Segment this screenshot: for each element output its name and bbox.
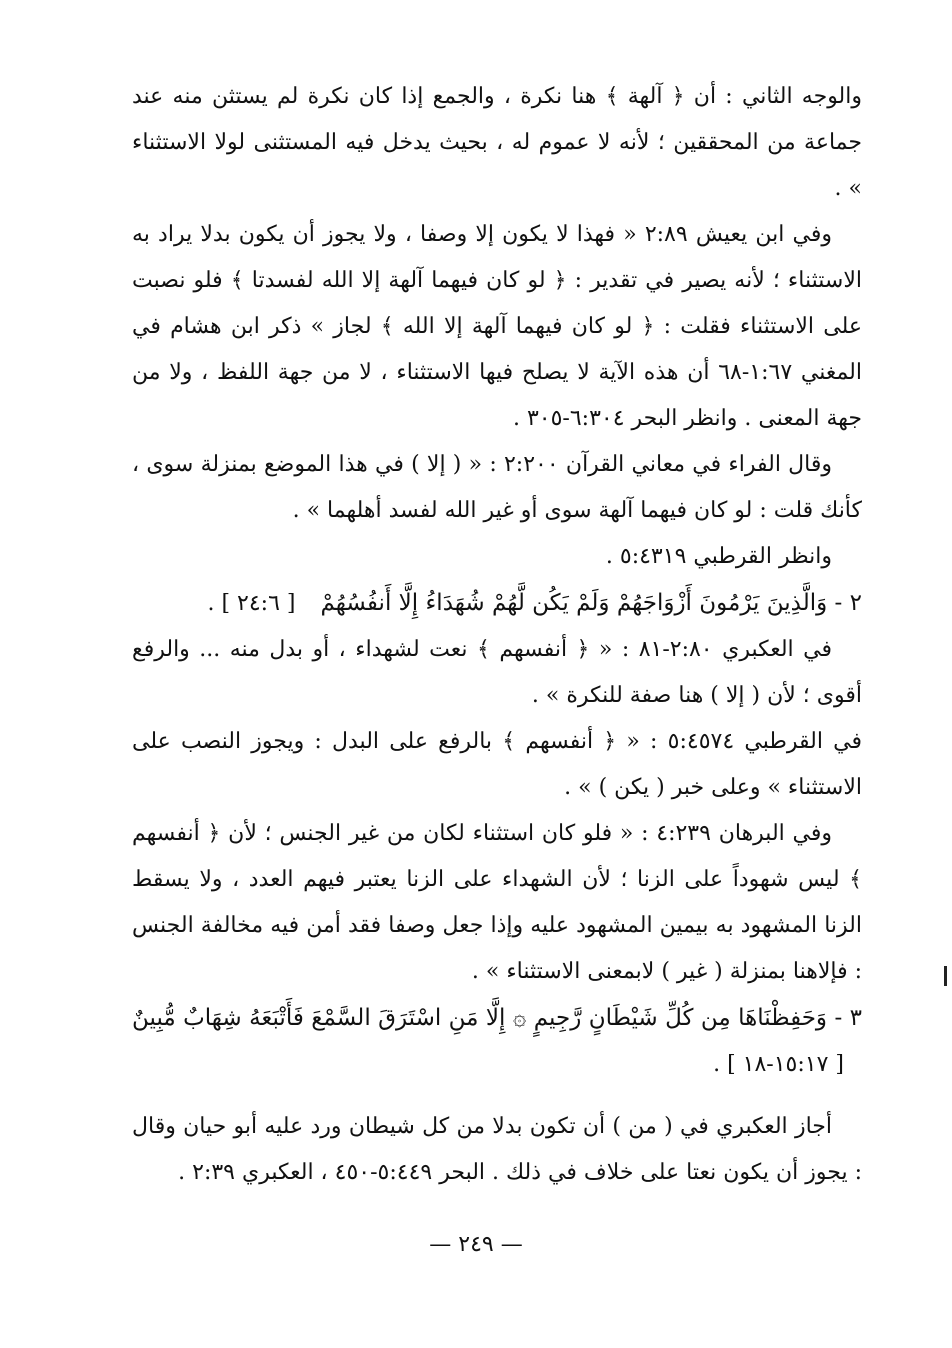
paragraph-8: أجاز العكبري في ( من ) أن تكون بدلا من كل شيطان ورد عليه أبو حيان وقال : يجوز أن يكون نعتا على خلاف في ذلك . البحر ٥:٤٤٩-٤٥٠ ، العكبري ٢:٣٩ . xyxy=(132,1114,862,1185)
paragraph-4: وانظر القرطبي ٥:٤٣١٩ . xyxy=(605,544,832,569)
verse-2-reference: [ ٢٤:٦ ] . xyxy=(207,591,296,616)
paragraph-6: في القرطبي ٥:٤٥٧٤ : « ﴿ أنفسهم ﴾ بالرفع على البدل : ويجوز النصب على الاستثناء » وعلى خبر ( يكن ) » . xyxy=(132,729,862,800)
paragraph-2: وفي ابن يعيش ٢:٨٩ « فهذا لا يكون إلا وصفا ، ولا يجوز أن يكون بدلا يراد به الاستثناء ؛ لأنه يصير في تقدير : ﴿ لو كان فيهما آلهة إلا الله لفسدتا ﴾ فلو نصبت على الاستثناء فقلت : ﴿ لو كان فيهما آلهة إلا الله ﴾ لجاز » ذكر ابن هشام في المغني ١:٦٧-٦٨ أن هذه الآية لا يصلح فيها الاستثناء ، لا من جهة اللفظ ، ولا من جهة المعنى . وانظر البحر ٦:٣٠٤-٣٠٥ . xyxy=(132,222,862,431)
page-body xyxy=(132,74,862,1196)
verse-3-reference: [ ١٥:١٧-١٨ ] . xyxy=(713,1052,844,1077)
page-number: — ٢٤٩ — xyxy=(429,1232,523,1257)
scan-mark xyxy=(944,966,947,986)
paragraph-7: وفي البرهان ٤:٢٣٩ : « فلو كان استثناء لكان من غير الجنس ؛ لأن ﴿ أنفسهم ﴾ ليس شهوداً على الزنا ؛ لأن الشهداء على الزنا يعتبر فيهم العدد ، ولا يسقط الزنا المشهود به بيمين المشهود عليه وإذا جعل وصفا فقد أمن فيه مخالفة الجنس : فإلاهنا بمنزلة ( غير ) لابمعنى الاستثناء » . xyxy=(132,821,862,984)
paragraph-1: والوجه الثاني : أن ﴿ آلهة ﴾ هنا نكرة ، والجمع إذا كان نكرة لم يستثن منه عند جماعة من المحققين ؛ لأنه لا عموم له ، بحيث يدخل فيه المستثنى لولا الاستثناء » . xyxy=(132,84,862,201)
paragraph-3: وقال الفراء في معاني القرآن ٢:٢٠٠ : « ( إلا ) في هذا الموضع بمنزلة سوى ، كأنك قلت : لو كان فيهما آلهة سوى أو غير الله لفسد أهلهما » . xyxy=(132,452,862,523)
verse-2 xyxy=(132,580,862,627)
verse-2-text: ٢ - وَالَّذِينَ يَرْمُونَ أَزْوَاجَهُمْ وَلَمْ يَكُن لَّهُمْ شُهَدَاءُ إِلَّا أَنفُسُهُمْ xyxy=(320,590,862,616)
verse-3-text: ٣ - وَحَفِظْنَاهَا مِن كُلِّ شَيْطَانٍ رَّجِيمٍ ۞ إِلَّا مَنِ اسْتَرَقَ السَّمْعَ فَأَتْبَعَهُ شِهَابٌ مُّبِينٌ xyxy=(132,1005,862,1031)
verse-3 xyxy=(132,995,862,1088)
paragraph-5: في العكبري ٢:٨٠-٨١ : « ﴿ أنفسهم ﴾ نعت لشهداء ، أو بدل منه ... والرفع أقوى ؛ لأن ( إلا ) هنا صفة للنكرة » . xyxy=(132,637,862,708)
